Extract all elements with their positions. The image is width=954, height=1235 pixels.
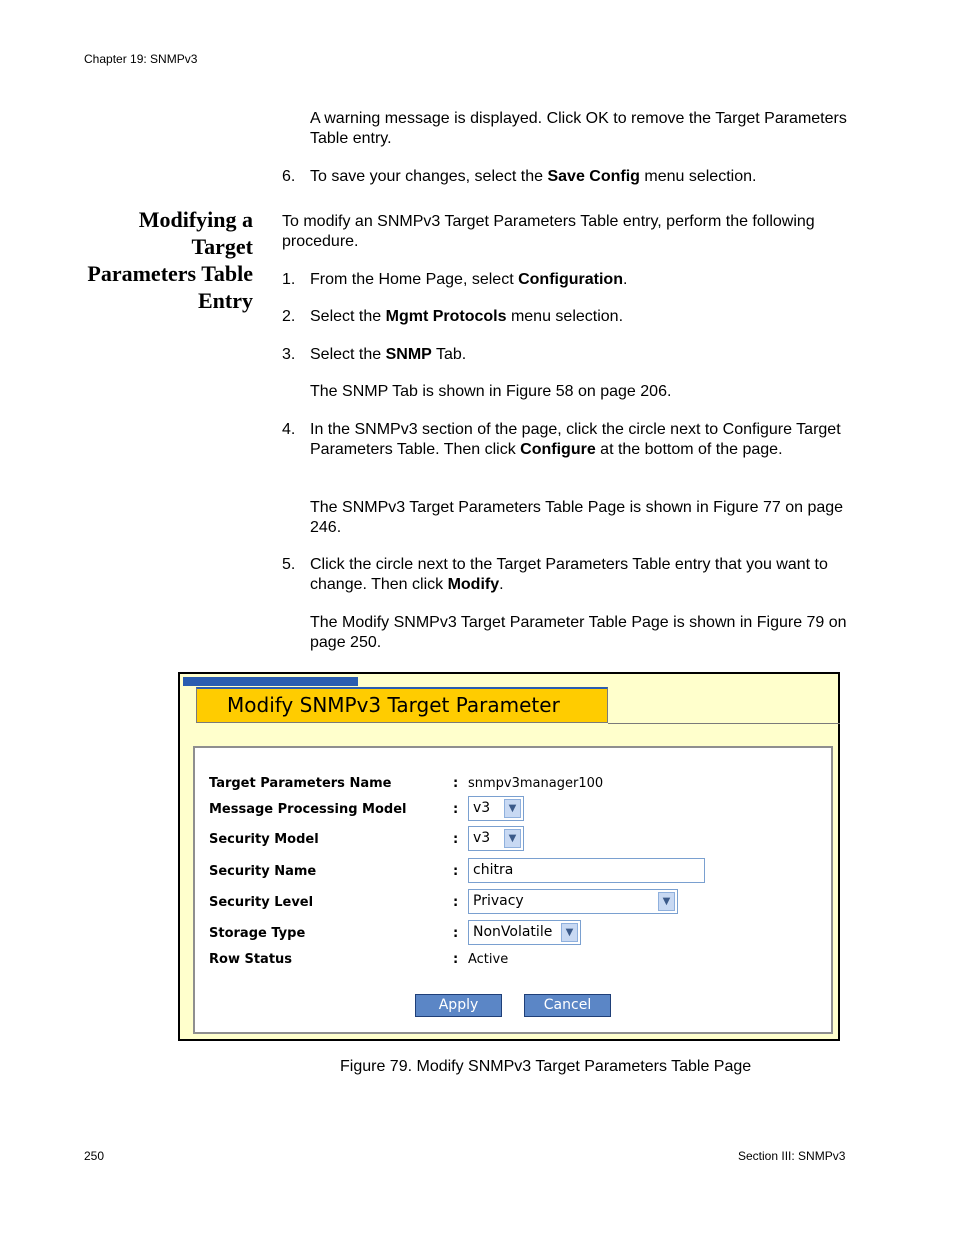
cancel-button[interactable]: Cancel — [524, 994, 611, 1017]
intro-paragraph: To modify an SNMPv3 Target Parameters Table entry, perform the following procedure. — [282, 213, 815, 250]
chapter-header: Chapter 19: SNMPv3 — [84, 52, 198, 66]
chevron-down-icon[interactable]: ▼ — [504, 829, 521, 848]
security-level-label: Security Level — [209, 895, 314, 910]
storage-type-label: Storage Type — [209, 926, 306, 941]
title-underline — [608, 723, 840, 724]
mp-model-value: v3 — [473, 800, 491, 816]
colon: : — [453, 776, 459, 791]
target-name-value: snmpv3manager100 — [468, 776, 604, 791]
step-number: 1. — [282, 271, 296, 288]
mp-model-label: Message Processing Model — [209, 802, 407, 817]
step-text: From the Home Page, select Configuration. — [310, 271, 628, 288]
title-accent-bar — [183, 677, 358, 686]
step-text: Select the SNMP Tab. — [310, 346, 467, 363]
target-name-label: Target Parameters Name — [209, 776, 392, 791]
figure-screenshot — [178, 672, 840, 1041]
security-model-select[interactable] — [468, 826, 524, 851]
colon: : — [453, 832, 459, 847]
warning-paragraph: A warning message is displayed. Click OK to remove the Target Parameters Table entry. — [310, 110, 847, 147]
mp-model-select[interactable] — [468, 796, 524, 821]
chevron-down-icon[interactable]: ▼ — [504, 799, 521, 818]
figure-caption: Figure 79. Modify SNMPv3 Target Parameters Table Page — [340, 1058, 752, 1075]
section-heading: Modifying a Target Parameters Table Entry — [87, 207, 253, 313]
step-text: To save your changes, select the Save Config menu selection. — [310, 168, 757, 185]
security-name-input[interactable]: chitra — [468, 858, 705, 883]
step-text: Click the circle next to the Target Parameters Table entry that you want to change. Then click Modify. — [310, 556, 828, 593]
security-model-value: v3 — [473, 830, 491, 846]
security-name-label: Security Name — [209, 864, 317, 879]
step-5-note: The Modify SNMPv3 Target Parameter Table Page is shown in Figure 79 on page 250. — [310, 614, 847, 651]
step-4-note: The SNMPv3 Target Parameters Table Page is shown in Figure 77 on page 246. — [310, 499, 844, 536]
storage-type-select[interactable] — [468, 920, 581, 945]
colon: : — [453, 926, 459, 941]
step-text: In the SNMPv3 section of the page, click the circle next to Configure Target Parameters Table. Then click Configure at the bottom of the page. — [310, 421, 841, 458]
step-number: 3. — [282, 346, 296, 363]
step-3-note: The SNMP Tab is shown in Figure 58 on page 206. — [310, 383, 672, 400]
form-title: Modify SNMPv3 Target Parameter — [196, 687, 608, 723]
chevron-down-icon[interactable]: ▼ — [658, 892, 675, 911]
step-number: 5. — [282, 556, 296, 573]
apply-button[interactable]: Apply — [415, 994, 502, 1017]
colon: : — [453, 802, 459, 817]
page-number: 250 — [84, 1149, 105, 1163]
colon: : — [453, 864, 459, 879]
security-level-value: Privacy — [473, 893, 524, 909]
security-model-label: Security Model — [209, 832, 319, 847]
row-status-label: Row Status — [209, 952, 293, 967]
step-number: 6. — [282, 168, 296, 185]
chevron-down-icon[interactable]: ▼ — [561, 923, 578, 942]
security-level-select[interactable] — [468, 889, 678, 914]
storage-type-value: NonVolatile — [473, 924, 553, 940]
section-footer: Section III: SNMPv3 — [738, 1149, 846, 1163]
form-panel — [193, 746, 833, 1034]
colon: : — [453, 952, 459, 967]
colon: : — [453, 895, 459, 910]
step-number: 2. — [282, 308, 296, 325]
step-number: 4. — [282, 421, 296, 438]
row-status-value: Active — [468, 952, 509, 967]
step-text: Select the Mgmt Protocols menu selection. — [310, 308, 624, 325]
